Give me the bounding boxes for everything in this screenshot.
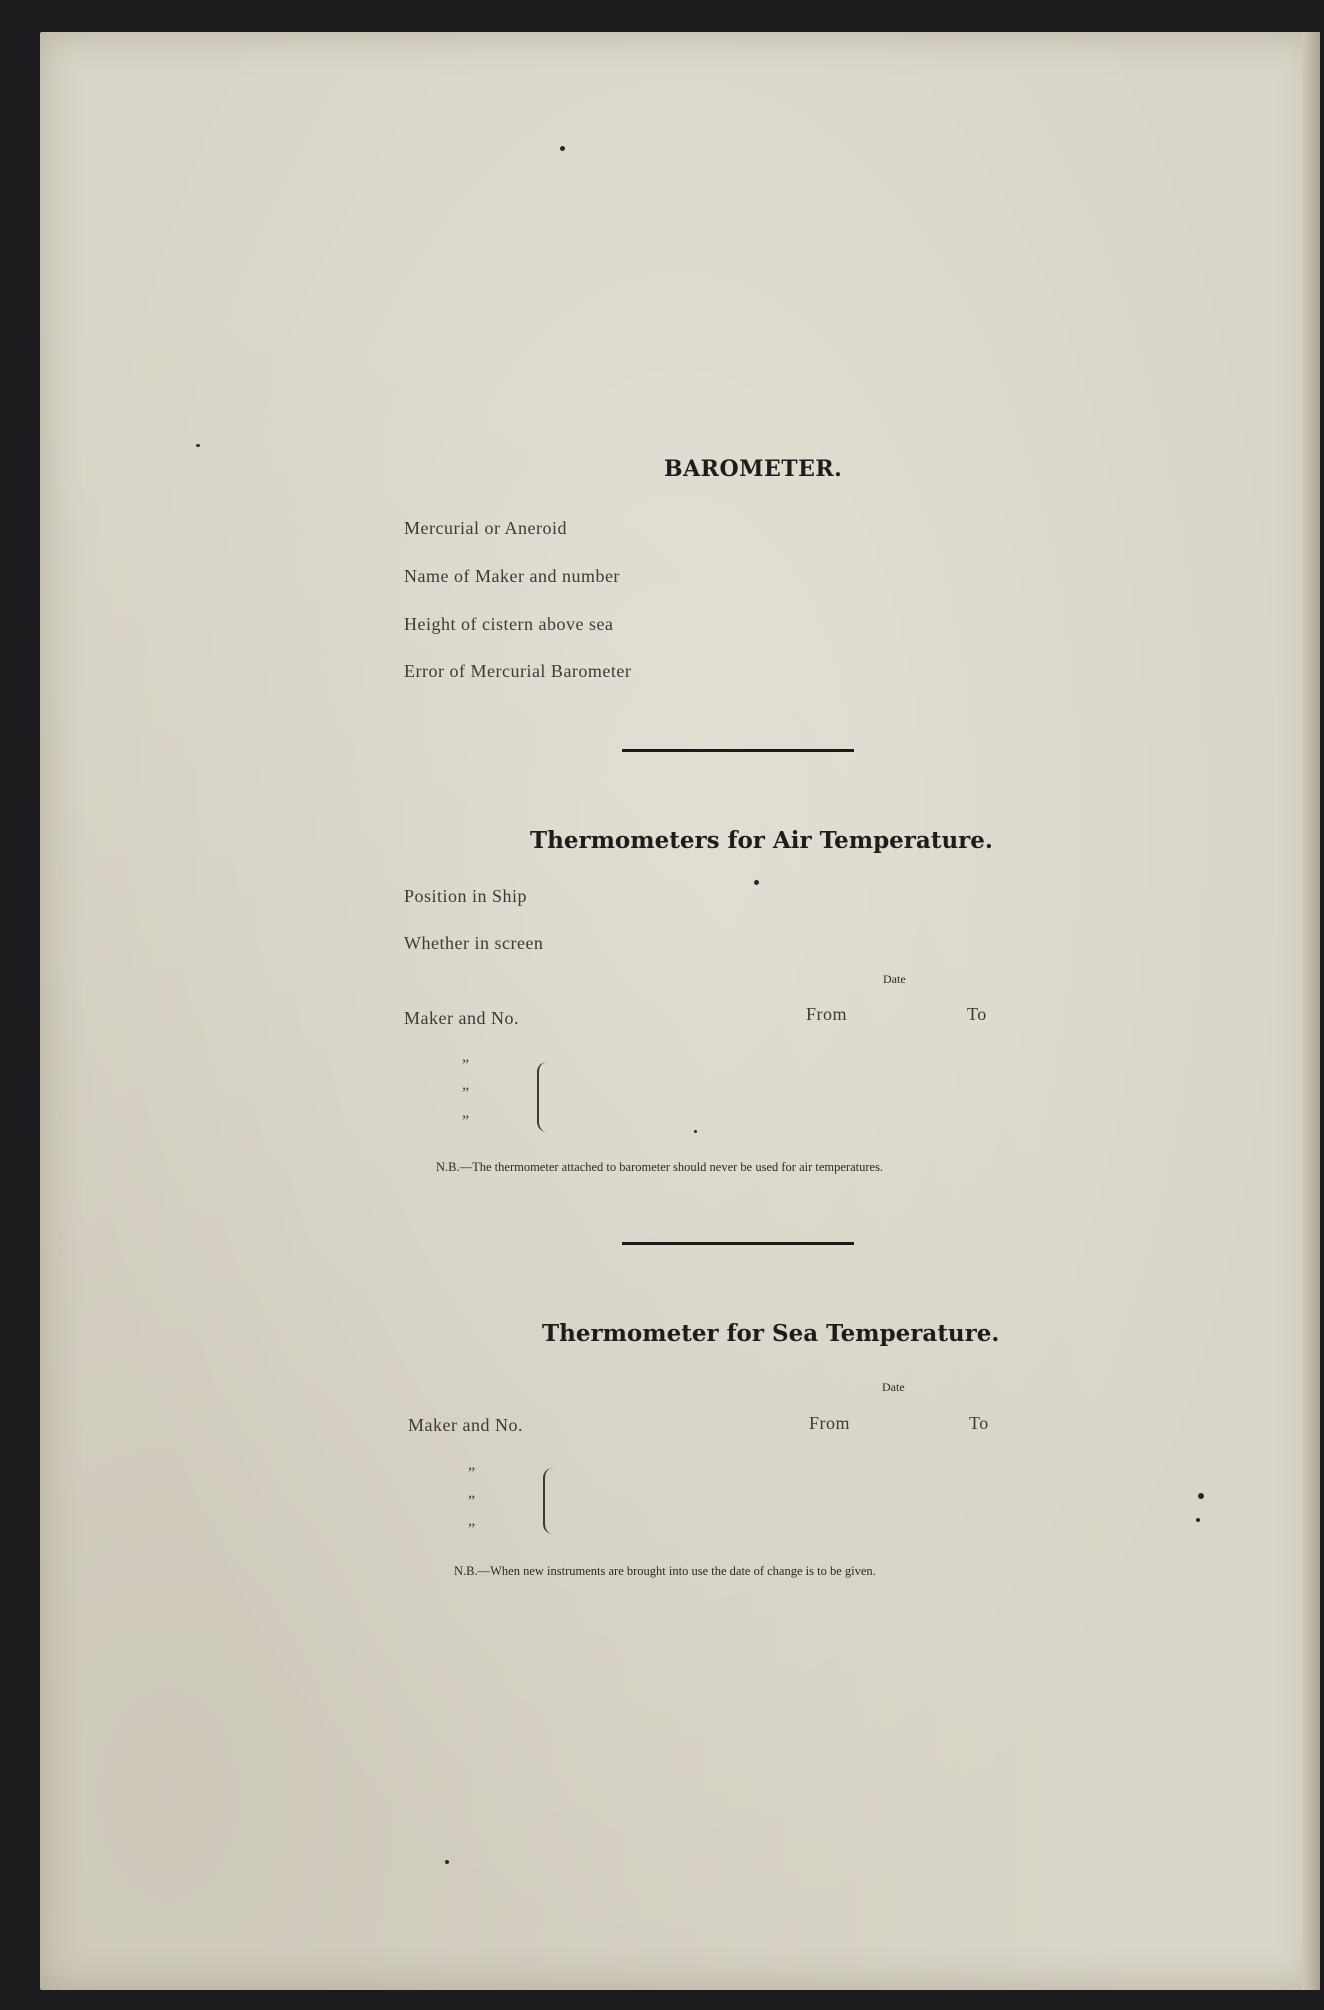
document-page: [40, 32, 1320, 1990]
air-note: N.B.—The thermometer attached to barometer should never be used for air temperatures.: [436, 1160, 884, 1174]
barometer-field-type: Mercurial or Aneroid: [404, 518, 567, 538]
air-brace: [537, 1062, 549, 1132]
air-field-screen: Whether in screen: [404, 933, 544, 953]
sea-from-label: From: [809, 1413, 851, 1433]
paper-speck: [445, 1860, 449, 1864]
ditto-mark: ”: [468, 1521, 476, 1538]
paper-speck: [754, 880, 759, 885]
ditto-mark: ”: [462, 1113, 470, 1130]
air-from-label: From: [806, 1004, 848, 1024]
page-spine-shadow: [1302, 32, 1320, 1990]
sea-brace: [543, 1468, 555, 1534]
sea-to-label: To: [969, 1413, 989, 1433]
paper-speck: [1196, 1518, 1200, 1522]
paper-speck: [196, 444, 200, 447]
sea-date-label: Date: [882, 1380, 905, 1394]
air-to-label: To: [967, 1004, 987, 1024]
air-ditto-marks: [462, 1052, 469, 1136]
ditto-mark: ”: [462, 1057, 470, 1074]
barometer-field-error: Error of Mercurial Barometer: [404, 661, 632, 681]
paper-speck: [694, 1130, 697, 1133]
sea-maker-label: Maker and No.: [408, 1415, 523, 1435]
section-divider-1: [622, 749, 854, 752]
air-field-position: Position in Ship: [404, 886, 528, 906]
ditto-mark: ”: [468, 1465, 476, 1482]
barometer-field-maker: Name of Maker and number: [404, 566, 620, 586]
paper-speck: [1198, 1493, 1204, 1499]
sea-ditto-marks: [468, 1460, 475, 1544]
sea-thermometer-title: Thermometer for Sea Temperature.: [542, 1320, 1000, 1347]
air-maker-label: Maker and No.: [404, 1008, 519, 1028]
air-thermometers-title: Thermometers for Air Temperature.: [530, 827, 993, 854]
ditto-mark: ”: [462, 1085, 470, 1102]
sea-note: N.B.—When new instruments are brought into use the date of change is to be given.: [454, 1564, 876, 1578]
barometer-title: BAROMETER.: [664, 456, 843, 482]
air-date-label: Date: [883, 972, 906, 986]
ditto-mark: ”: [468, 1493, 476, 1510]
barometer-field-height: Height of cistern above sea: [404, 614, 614, 634]
section-divider-2: [622, 1242, 854, 1245]
paper-speck: [560, 146, 565, 151]
